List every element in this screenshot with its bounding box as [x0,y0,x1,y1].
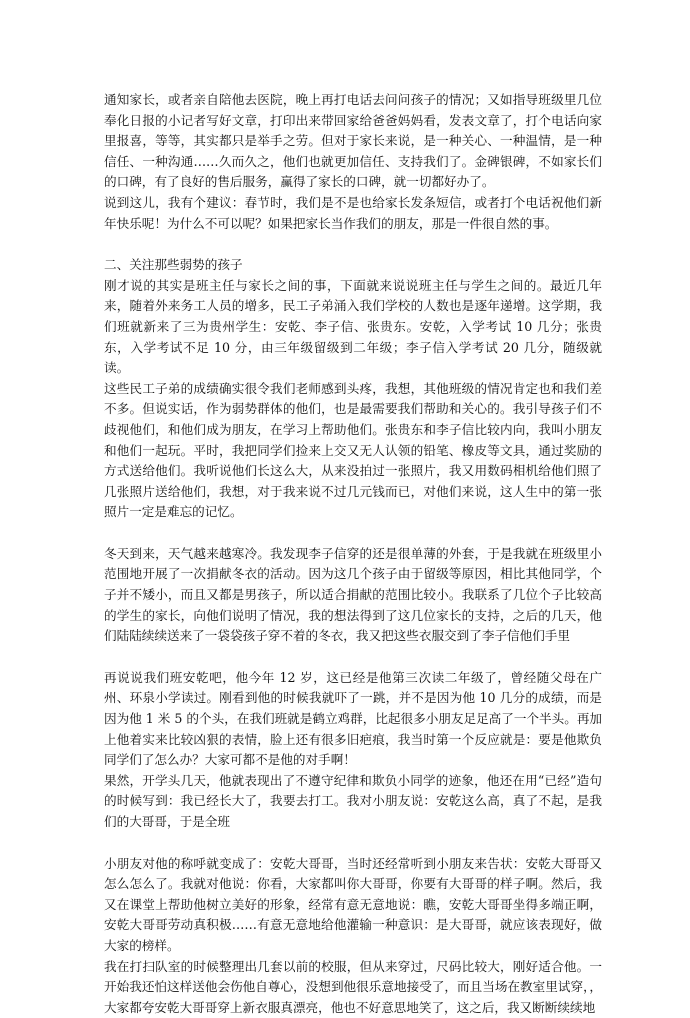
paragraph-gap [104,833,602,854]
section-heading: 二、关注那些弱势的孩子 [104,257,243,273]
paragraph: 冬天到来，天气越来越寒冷。我发现李子信穿的还是很单薄的外套，于是我就在班级里小范围地开展了一次捐献冬衣的活动。因为这几个孩子由于留级等原因，相比其他同学，个子并不矮小，而且又都是男孩子，所以适合捐献的范围比较小。我联系了几位个子比较高的学生的家长，向他们说明了情况，我的想法得到了这几位家长的支持，之后的几天，他们陆陆续续送来了一袋袋孩子穿不着的冬衣，我又把这些衣服交到了李子信他们手里 [104,545,602,644]
paragraph: 果然，开学头几天，他就表现出了不遵守纪律和欺负小同学的迹象，他还在用“已经”造句的时候写到：我已经长大了，我要去打工。我对小朋友说：安乾这么高，真了不起，是我们的大哥哥，于是全班 [104,772,602,829]
paragraph-gap [104,234,602,255]
paragraph: 说到这儿，我有个建议：春节时，我们是不是也给家长发条短信，或者打个电话祝他们新年快乐呢！为什么不可以呢？如果把家长当作我们的朋友，那是一件很自然的事。 [104,194,602,231]
paragraph: 再说说我们班安乾吧，他今年 12 岁，这已经是他第三次读二年级了，曾经随父母在广州、环泉小学读过。刚看到他的时候我就吓了一跳，并不是因为他 10 几分的成绩，而是因为他 1 米 5 的个头，在我们班就是鹤立鸡群，比起很多小朋友足足高了一个半头。再加上他着实来比较凶狠的表情，脸上还有很多旧疤痕，我当时第一个反应就是：要是他欺负同学们了怎么办？大家可都不是他的对手啊！ [104,669,603,768]
paragraph: 小朋友对他的称呼就变成了：安乾大哥哥，当时还经常听到小朋友来告状：安乾大哥哥又怎么怎么了。我就对他说：你看，大家都叫你大哥哥，你要有大哥哥的样子啊。然后，我又在课堂上帮助他树立美好的形象，经常有意无意地说：瞧，安乾大哥哥坐得多端正啊，安乾大哥哥劳动真积极……有意无意地给他灌输一种意识：是大哥哥，就应该表现好，做大家的榜样。 [104,855,602,953]
paragraph: 我在打扫队室的时候整理出几套以前的校服，但从来穿过，尺码比较大，刚好适合他。一开始我还怕这样送他会伤他自尊心，没想到他很乐意地接受了，而且当场在教室里试穿，，大家都夸安乾大哥哥穿上新衣服真漂亮，他也不好意思地笑了，这之后，我又断断续续地 [104,958,602,1015]
paragraph-gap [104,647,602,668]
paragraph-gap [104,523,602,544]
paragraph: 通知家长，或者亲自陪他去医院，晚上再打电话去问问孩子的情况；又如指导班级里几位奉化日报的小记者写好文章，打印出来带回家给爸爸妈妈看，发表文章了，打个电话向家里报喜，等等，其实都只是举手之劳。但对于家长来说，是一种关心、一种温情，是一种信任、一种沟通……久而久之，他们也就更加信任、支持我们了。金碑银碑，不如家长们的口碑，有了良好的售后服务，赢得了家长的口碑，就一切都好办了。 [104,92,602,190]
paragraph: 刚才说的其实是班主任与家长之间的事，下面就来说说班主任与学生之间的。最近几年来，随着外来务工人员的增多，民工子弟涌入我们学校的人数也是逐年递增。这学期，我们班就新来了三为贵州学生：安乾、李子信、张贵东。安乾，入学考试 10 几分；张贵东，入学考试不足 10 分，由三年级留级到二年级；李子信入学考试 20 几分，随级就读。 [104,277,602,376]
paragraph: 这些民工子弟的成绩确实很令我们老师感到头疼，我想，其他班级的情况肯定也和我们差不多。但说实话，作为弱势群体的他们，也是最需要我们帮助和关心的。我引导孩子们不歧视他们，和他们成为朋友，在学习上帮助他们。张贵东和李子信比较内向，我叫小朋友和他们一起玩。平时，我把同学们捡来上交又无人认领的铅笔、橡皮等文具，通过奖励的方式送给他们。我听说他们长这么大，从来没拍过一张照片，我又用数码相机给他们照了几张照片送给他们，我想，对于我来说不过几元钱而已，对他们来说，这人生中的第一张照片一定是难忘的记忆。 [104,380,602,520]
